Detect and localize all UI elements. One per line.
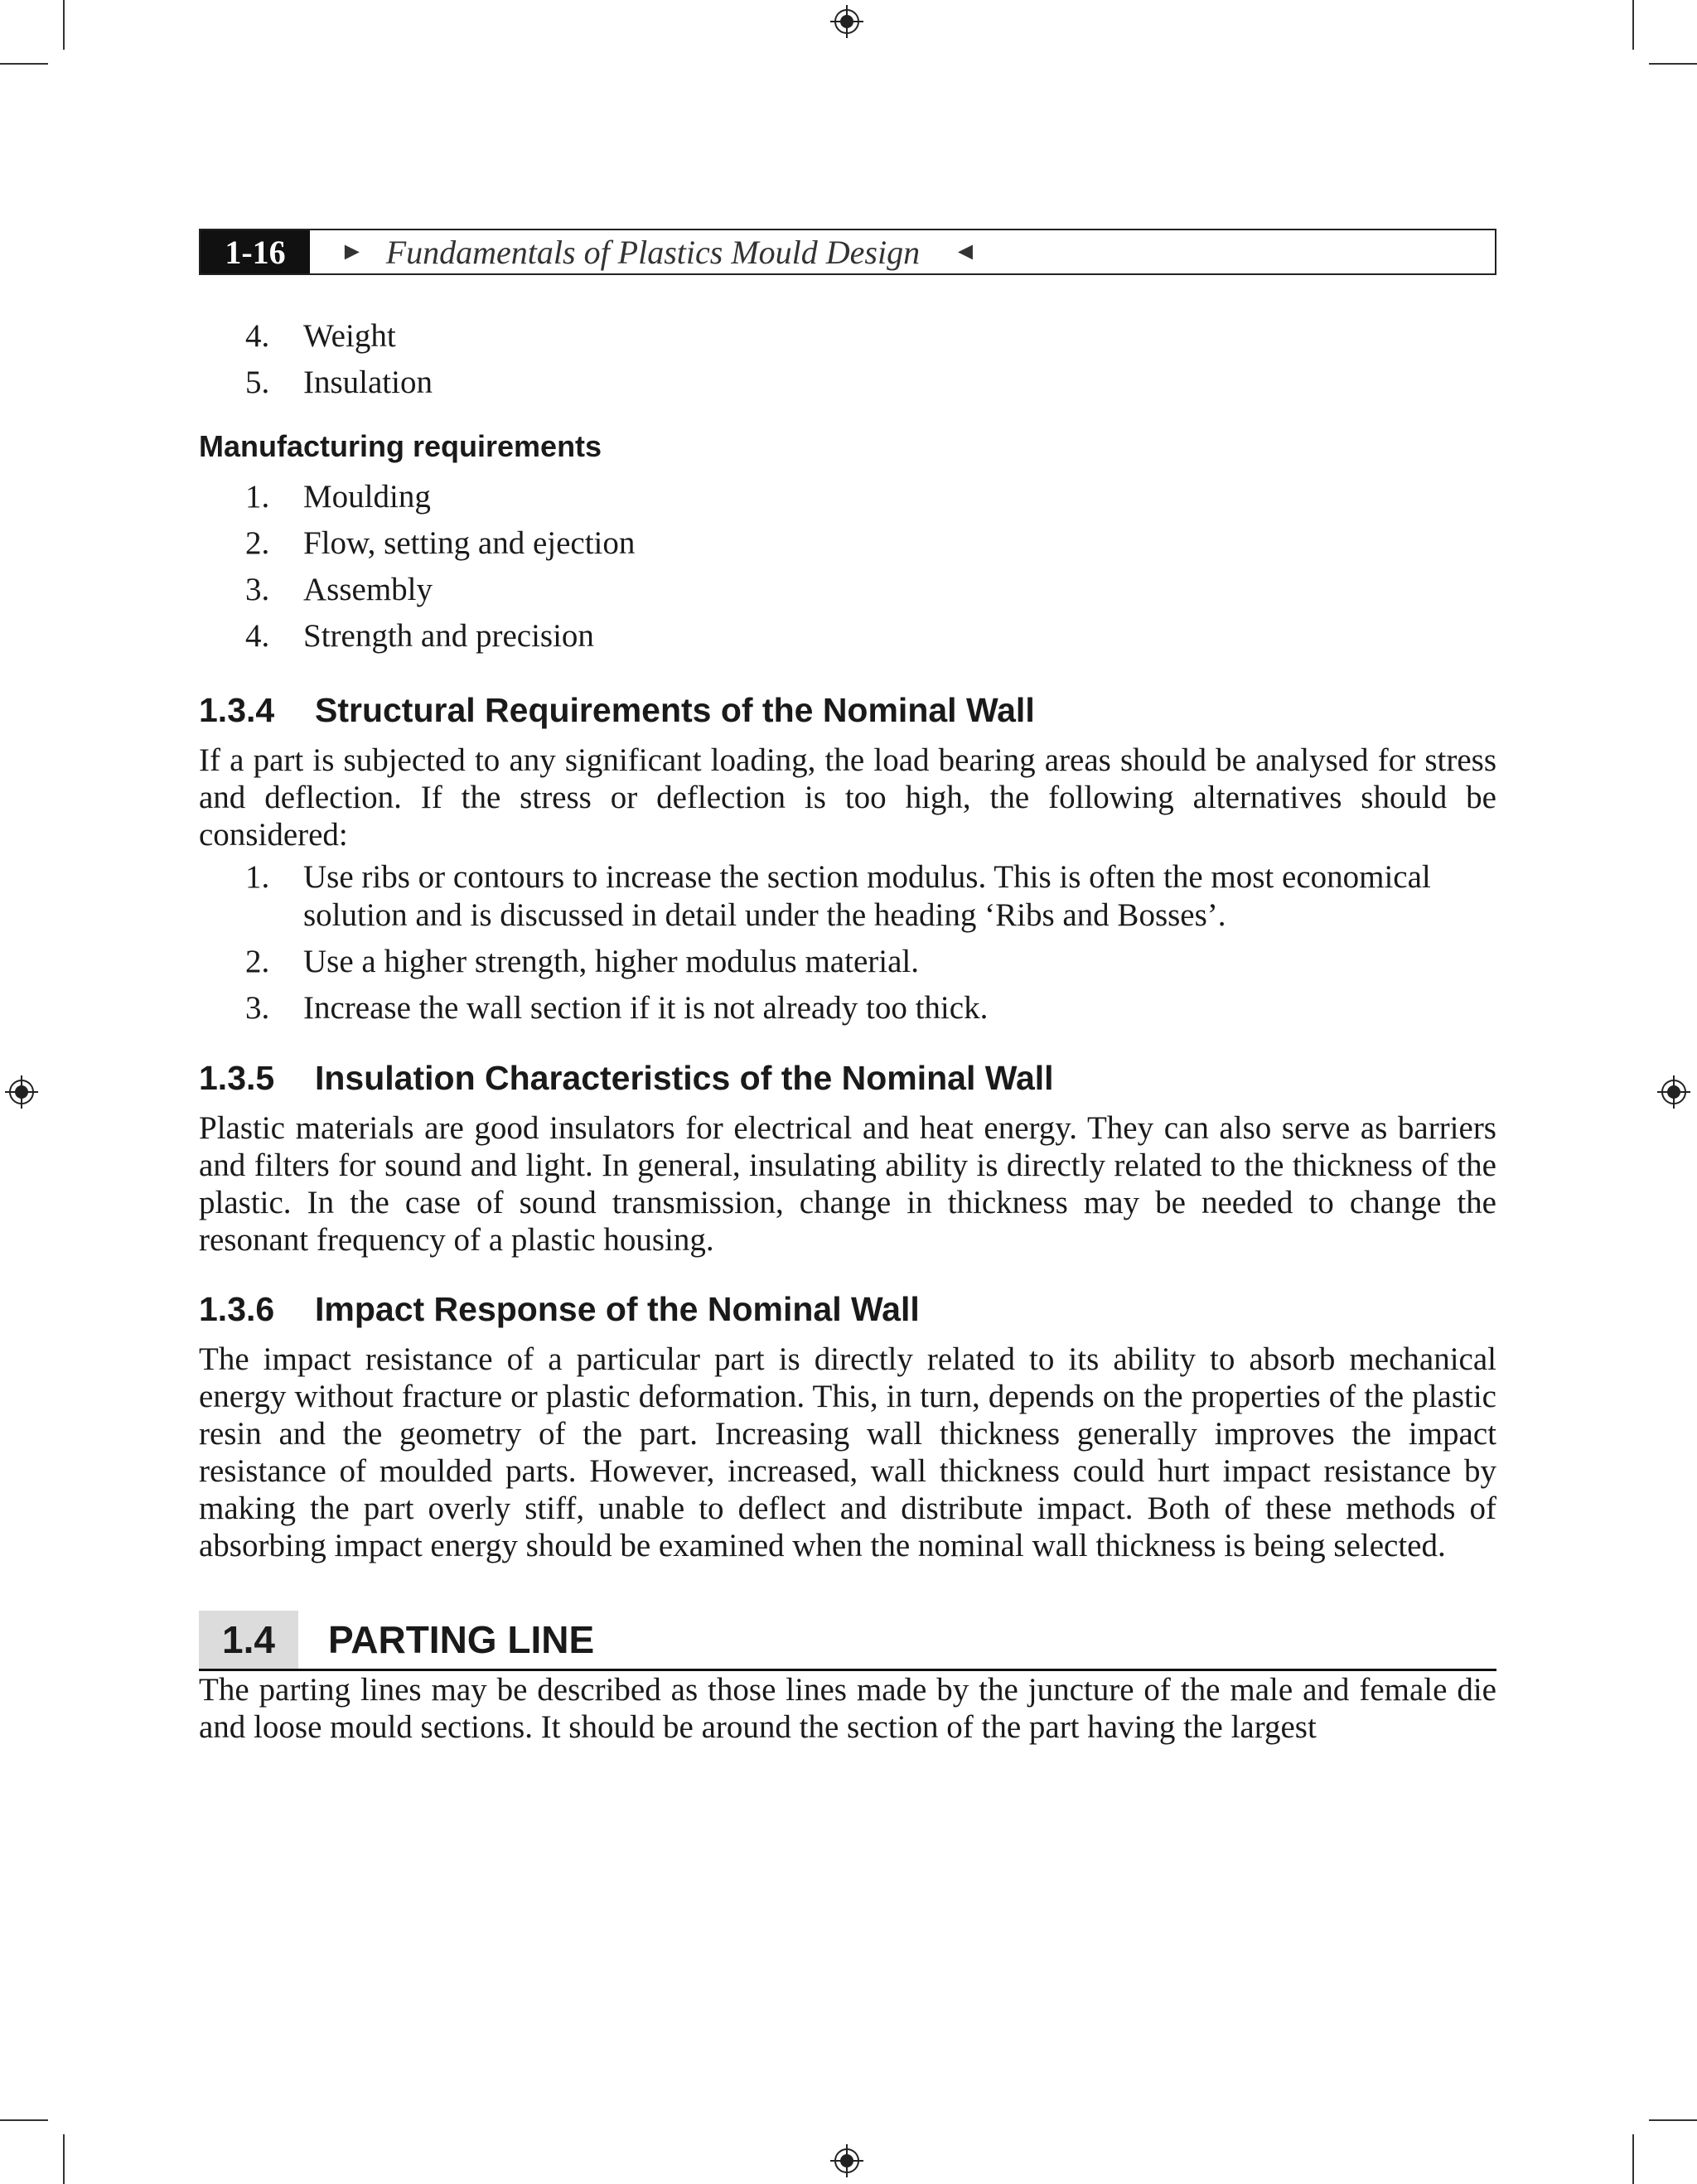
body-paragraph: The impact resistance of a particular part is directly related to its ability to absorb mechanical energy without fracture or plastic deformation. This, in turn, depends on the properties of the plastic resin and the geometry of the part. Increasing wall thickness generally improves the impact resistance of moulded parts. However, increased, wall thickness could hurt impact resistance by making the part overly stiff, unable to deflect and distribute impact. Both of these methods of absorbing impact energy should be examined when the nominal wall thickness is being selected. (199, 1341, 1496, 1563)
section-title: Insulation Characteristics of the Nominal Wall (315, 1059, 1054, 1097)
arrow-right-icon: ► (340, 238, 365, 265)
list-number: 3. (245, 990, 270, 1026)
section-number: 1.3.5 (199, 1059, 275, 1097)
section-title: Impact Response of the Nominal Wall (315, 1290, 920, 1328)
chapter-number: 1.4 (199, 1611, 298, 1669)
crop-mark (63, 2134, 65, 2184)
list-item (199, 474, 1496, 520)
chapter-heading (199, 1611, 1496, 1671)
running-header (199, 229, 1496, 275)
list-item (199, 360, 1496, 406)
manufacturing-heading: Manufacturing requirements (199, 429, 602, 463)
crop-mark (1632, 2134, 1634, 2184)
book-title: Fundamentals of Plastics Mould Design (385, 233, 921, 271)
continued-list (199, 313, 1496, 406)
list-number: 2. (245, 525, 270, 561)
list-text: Use ribs or contours to increase the section modulus. This is often the most economical solution and is discussed in detail under the heading ‘Ribs and Bosses’. (303, 859, 1431, 933)
registration-mark-icon (1657, 1075, 1690, 1109)
chapter-title: PARTING LINE (328, 1618, 595, 1661)
arrow-left-icon: ◄ (953, 238, 978, 265)
crop-mark (0, 2119, 48, 2121)
registration-mark-icon (5, 1075, 38, 1109)
list-item (199, 567, 1496, 613)
body-paragraph: If a part is subjected to any significant loading, the load bearing areas should be analysed for stress and deflection. If the stress or deflection is too high, the following alternatives should be considered: (199, 742, 1496, 853)
manufacturing-list (199, 474, 1496, 660)
alternatives-list (199, 858, 1496, 1027)
crop-mark (1632, 0, 1634, 50)
body-paragraph: Plastic materials are good insulators for electrical and heat energy. They can also serve as barriers and filters for sound and light. In general, insulating ability is directly related to the thickness of the plastic. In the case of sound transmission, change in thickness may be needed to change the resonant frequency of a plastic housing. (199, 1110, 1496, 1258)
list-item (199, 943, 1496, 981)
list-text: Insulation (303, 365, 433, 400)
list-text: Strength and precision (303, 618, 594, 654)
list-number: 3. (245, 572, 270, 607)
list-text: Weight (303, 318, 396, 354)
list-item (199, 989, 1496, 1027)
list-text: Flow, setting and ejection (303, 525, 636, 561)
list-number: 1. (245, 859, 270, 895)
section-heading (199, 1290, 1496, 1329)
crop-mark (1649, 2119, 1697, 2121)
section-heading (199, 691, 1496, 730)
list-number: 4. (245, 618, 270, 654)
section-title: Structural Requirements of the Nominal Wall (315, 691, 1035, 729)
section-number: 1.3.4 (199, 691, 275, 729)
page-content (199, 313, 1496, 1751)
list-number: 2. (245, 944, 270, 979)
crop-mark (1649, 63, 1697, 65)
list-text: Increase the wall section if it is not already too thick. (303, 990, 989, 1026)
list-item (199, 520, 1496, 567)
list-number: 1. (245, 479, 270, 515)
list-number: 5. (245, 365, 270, 400)
list-item (199, 313, 1496, 360)
list-number: 4. (245, 318, 270, 354)
list-item (199, 858, 1496, 935)
list-text: Moulding (303, 479, 431, 515)
crop-mark (0, 63, 48, 65)
section-number: 1.3.6 (199, 1290, 275, 1328)
registration-mark-icon (830, 2144, 863, 2177)
list-item (199, 613, 1496, 660)
list-text: Use a higher strength, higher modulus material. (303, 944, 919, 979)
section-heading (199, 1059, 1496, 1098)
list-text: Assembly (303, 572, 433, 607)
page-number: 1-16 (201, 230, 310, 273)
crop-mark (63, 0, 65, 50)
body-paragraph: The parting lines may be described as those lines made by the juncture of the male and female die and loose mould sections. It should be around the section of the part having the largest (199, 1672, 1496, 1745)
registration-mark-icon (830, 5, 863, 38)
